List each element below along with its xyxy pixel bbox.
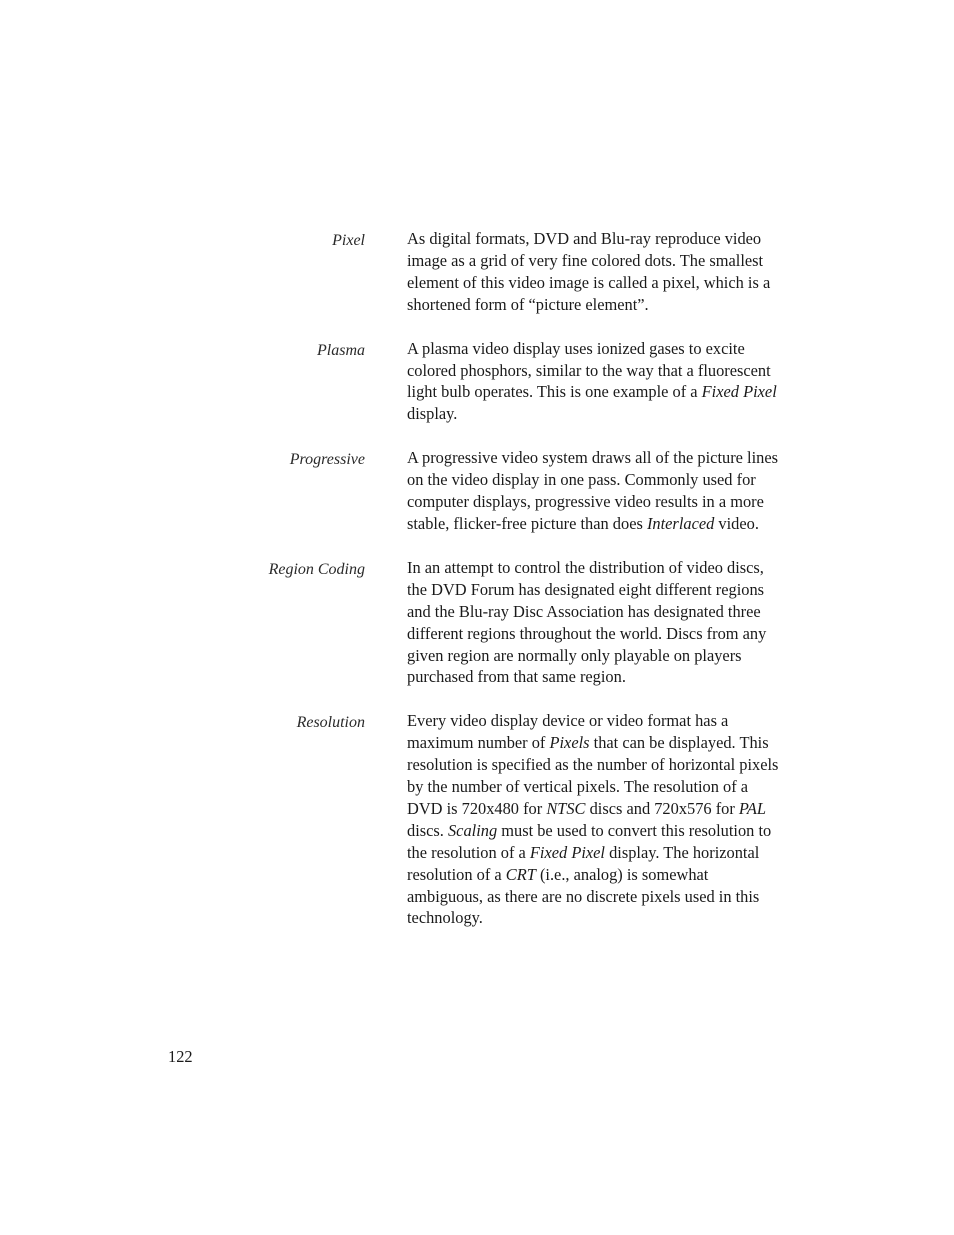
cross-reference-term: NTSC (546, 798, 586, 818)
glossary-entry-pixel (0, 228, 954, 316)
term-label: Progressive (289, 451, 365, 469)
term-definition: A plasma video display uses ionized gases to excite colored phosphors, similar to the way that a fluorescent light bulb operates. This is one example of a Fixed Pixel display. (407, 338, 777, 424)
term-label: Pixel (332, 232, 365, 249)
glossary-entry-progressive (0, 447, 954, 535)
term-label: Resolution (296, 714, 365, 732)
cross-reference-term: Fixed Pixel (529, 842, 605, 862)
term-definition: As digital formats, DVD and Blu-ray reproduce video image as a grid of very fine colored dots. The smallest element of this video image is called a pixel, which is a shortened form of “picture element”. (407, 229, 771, 314)
term-definition: A progressive video system draws all of the picture lines on the video display in one pass. Commonly used for computer displays, progressive video results in a more stable, flicker-free picture than does Interlaced video. (407, 448, 778, 533)
cross-reference-term: Fixed Pixel (701, 382, 777, 402)
glossary-entry-plasma (0, 338, 954, 426)
glossary-list (0, 228, 954, 951)
glossary-entry-resolution (0, 710, 954, 929)
term-definition: Every video display device or video format has a maximum number of Pixels that can be displayed. This resolution is specified as the number of horizontal pixels by the number of vertical pixels. The resolution of a DVD is 720x480 for NTSC discs and 720x576 for PAL discs. Scaling must be used to convert this resolution to the resolution of a Fixed Pixel display. The horizontal resolution of a CRT (i.e., analog) is somewhat ambiguous, as there are no discrete pixels used in this technology. (407, 711, 779, 928)
cross-reference-term: Scaling (447, 820, 498, 840)
cross-reference-term: Pixels (549, 733, 590, 753)
cross-reference-term: Interlaced (646, 513, 715, 533)
page-number: 122 (168, 1047, 193, 1066)
term-label: Region Coding (268, 560, 365, 578)
glossary-entry-region-coding (0, 557, 954, 688)
term-label: Plasma (317, 341, 365, 359)
cross-reference-term: PAL (738, 798, 766, 818)
cross-reference-term: CRT (505, 864, 536, 884)
term-definition: In an attempt to control the distribution of video discs, the DVD Forum has designated eight different regions and the Blu-ray Disc Association has designated three different regions throughout the world. Discs from any given region are normally only playable on players purchased from that same region. (407, 557, 767, 687)
